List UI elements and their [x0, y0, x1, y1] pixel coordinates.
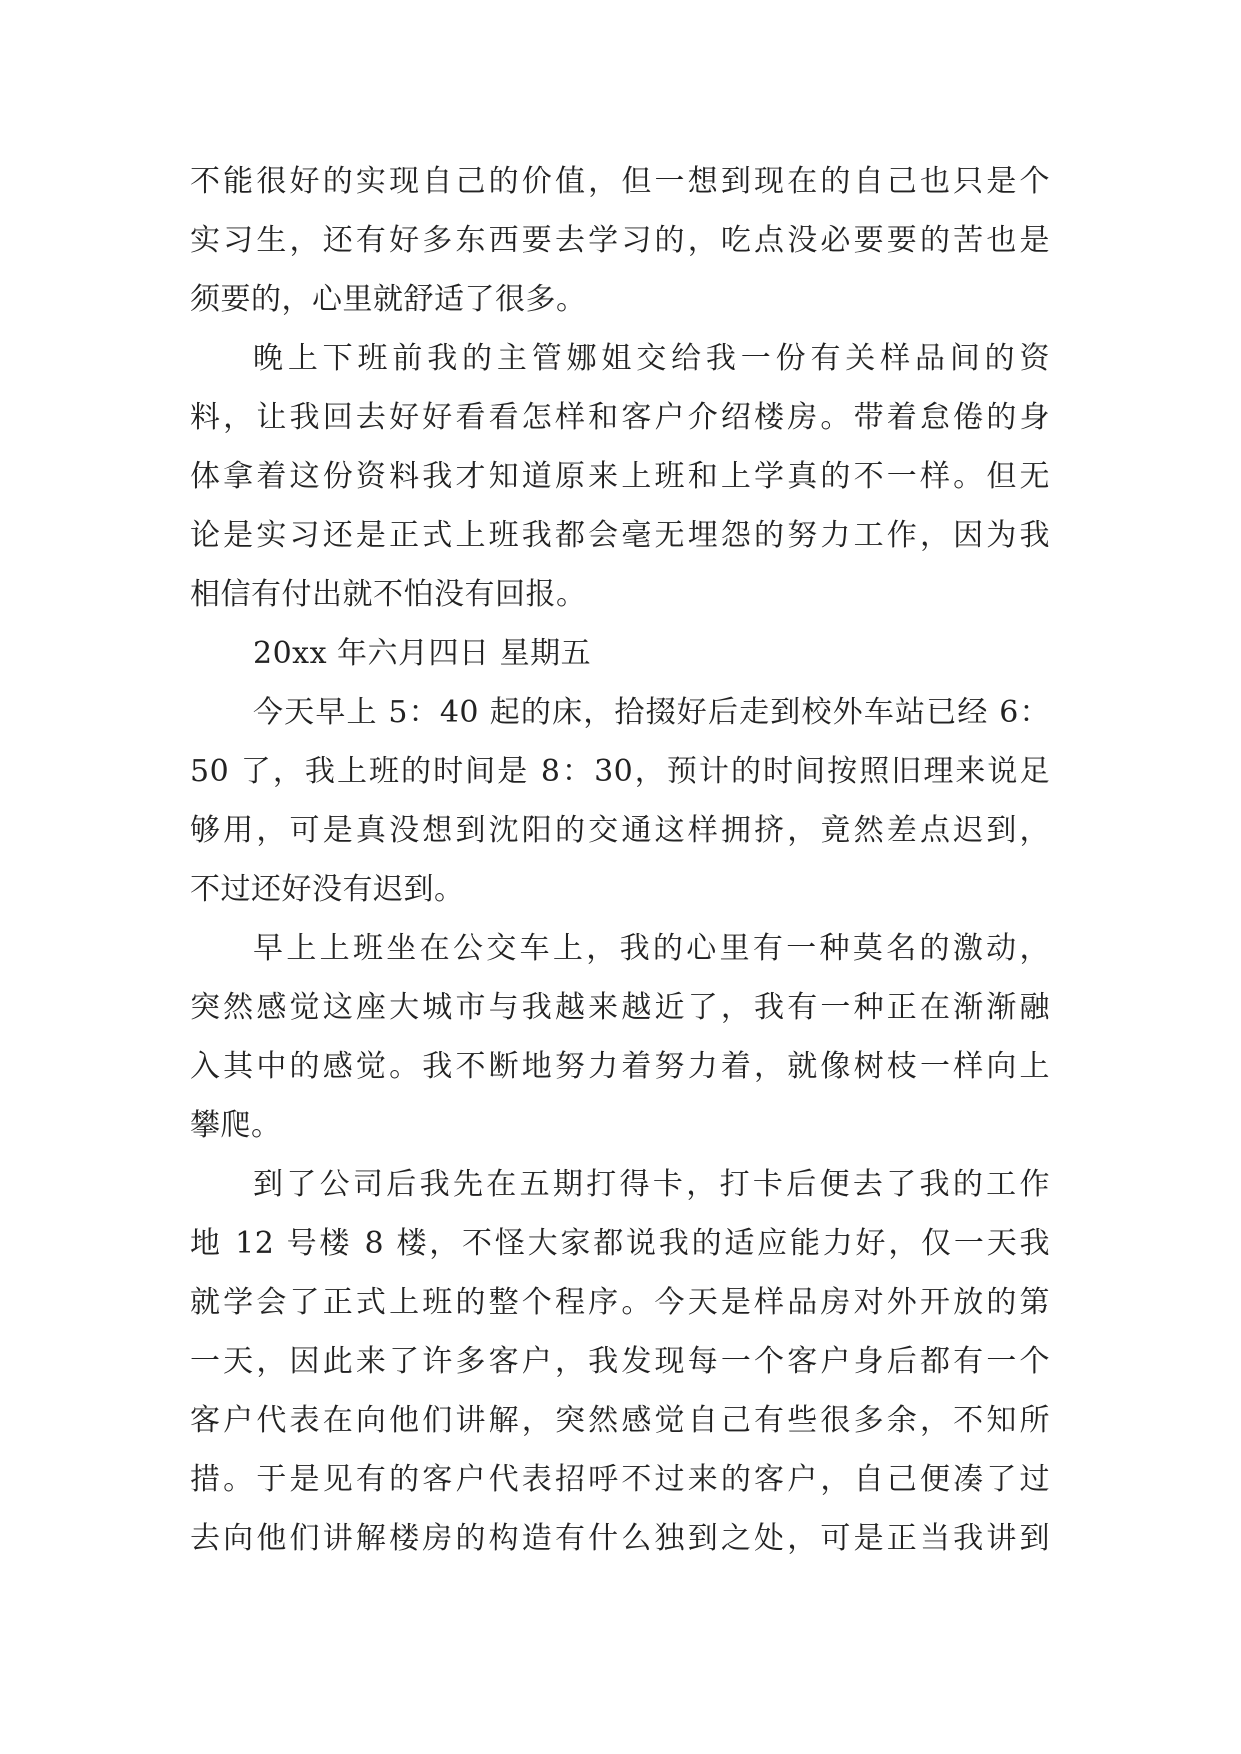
text-line: 到了公司后我先在五期打得卡，打卡后便去了我的工作	[253, 1167, 1050, 1202]
text-line: 相信有付出就不怕没有回报。	[190, 577, 587, 612]
date-line: 20xx 年六月四日 星期五	[253, 636, 592, 671]
text-line: 料，让我回去好好看看怎样和客户介绍楼房。带着怠倦的身	[190, 400, 1050, 435]
text-line: 今天早上 5：40 起的床，拾掇好后走到校外车站已经 6：	[253, 695, 1050, 730]
text-line: 实习生，还有好多东西要去学习的，吃点没必要要的苦也是	[190, 223, 1050, 258]
text-line: 地 12 号楼 8 楼，不怪大家都说我的适应能力好，仅一天我	[190, 1226, 1050, 1261]
text-line: 体拿着这份资料我才知道原来上班和上学真的不一样。但无	[190, 459, 1050, 494]
text-line: 一天，因此来了许多客户，我发现每一个客户身后都有一个	[190, 1344, 1050, 1379]
text-line: 论是实习还是正式上班我都会毫无埋怨的努力工作，因为我	[190, 518, 1050, 553]
text-line: 不过还好没有迟到。	[190, 872, 465, 907]
text-line: 突然感觉这座大城市与我越来越近了，我有一种正在渐渐融	[190, 990, 1050, 1025]
text-line: 入其中的感觉。我不断地努力着努力着，就像树枝一样向上	[190, 1049, 1050, 1084]
document-body	[190, 152, 1050, 1568]
text-line: 不能很好的实现自己的价值，但一想到现在的自己也只是个	[190, 164, 1050, 199]
text-line: 就学会了正式上班的整个程序。今天是样品房对外开放的第	[190, 1285, 1050, 1320]
text-line: 去向他们讲解楼房的构造有什么独到之处，可是正当我讲到	[190, 1521, 1050, 1556]
text-line: 措。于是见有的客户代表招呼不过来的客户，自己便凑了过	[190, 1462, 1050, 1497]
text-line: 晚上下班前我的主管娜姐交给我一份有关样品间的资	[253, 341, 1050, 376]
text-line: 攀爬。	[190, 1108, 282, 1143]
text-line: 50 了，我上班的时间是 8：30，预计的时间按照旧理来说足	[190, 754, 1050, 789]
text-line: 够用，可是真没想到沈阳的交通这样拥挤，竟然差点迟到，	[190, 813, 1050, 848]
text-line: 客户代表在向他们讲解，突然感觉自己有些很多余，不知所	[190, 1403, 1050, 1438]
text-line: 须要的，心里就舒适了很多。	[190, 282, 587, 317]
text-line: 早上上班坐在公交车上，我的心里有一种莫名的激动，	[253, 931, 1050, 966]
